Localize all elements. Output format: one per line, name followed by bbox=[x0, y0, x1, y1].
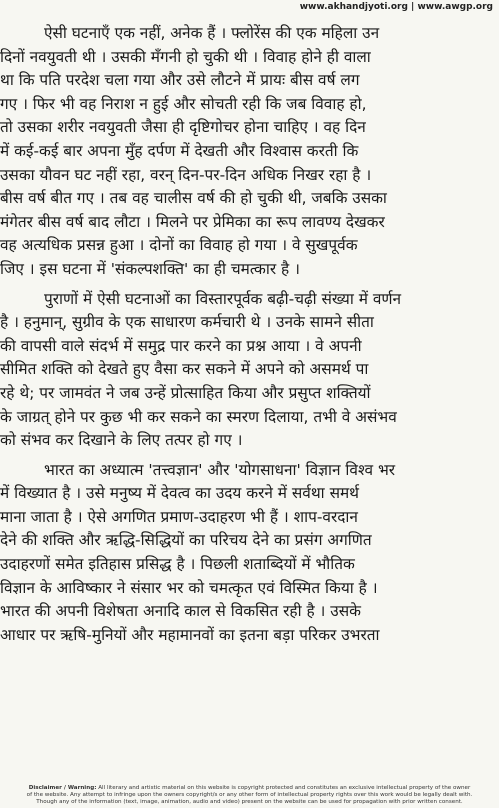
page-body bbox=[0, 22, 493, 770]
text-line: को संभव कर दिखाने के लिए तत्पर हो गए । bbox=[0, 431, 243, 450]
text-line: भारत की अपनी विशेषता अनादि काल से विकसित रही है । उसके bbox=[0, 602, 361, 621]
paragraph-1 bbox=[0, 22, 493, 282]
site-header bbox=[0, 0, 499, 14]
text-line: माना जाता है । ऐसे अगणित प्रमाण-उदाहरण भी हैं । शाप-वरदान bbox=[0, 507, 358, 526]
site-links[interactable]: www.akhandjyoti.org | www.awgp.org bbox=[299, 2, 493, 12]
text-line: देने की शक्ति और ऋद्धि-सिद्धियों का परिचय देने का प्रसंग अगणित bbox=[0, 531, 372, 550]
text-line: में कई-कई बार अपना मुँह दर्पण में देखती और विश्वास करती कि bbox=[0, 141, 359, 160]
text-line: विज्ञान के आविष्कार ने संसार भर को चमत्कृत एवं विस्मित किया है । bbox=[0, 578, 378, 597]
disclaimer-line: of the website. Any attempt to infringe upon the owners copyright/s or any other form of intellectual property rights over this work would be legally dealt with. bbox=[26, 792, 473, 798]
text-line: ऐसी घटनाएँ एक नहीं, अनेक हैं । फ्लोरेंस की एक महिला उन bbox=[44, 24, 380, 42]
text-line: में विख्यात है । उसे मनुष्य में देवत्व का उदय करने में सर्वथा समर्थ bbox=[0, 484, 360, 503]
text-line: उदाहरणों समेत इतिहास प्रसिद्ध है । पिछली शताब्दियों में भौतिक bbox=[0, 555, 355, 574]
text-line: जिए । इस घटना में 'संकल्पशक्ति' का ही चमत्कार है । bbox=[0, 259, 300, 278]
text-line: सीमित शक्ति को देखते हुए वैसा कर सकने में अपने को असमर्थ पा bbox=[0, 360, 369, 379]
text-line: के जाग्रत् होने पर कुछ भी कर सकने का स्मरण दिलाया, तभी वे असंभव bbox=[0, 407, 397, 426]
text-line: भारत का अध्यात्म 'तत्त्वज्ञान' और 'योगसाधना' विज्ञान विश्व भर bbox=[44, 460, 396, 479]
text-line: था कि पति परदेश चला गया और उसे लौटने में प्रायः बीस वर्ष लग bbox=[0, 71, 360, 90]
text-line: है । हनुमान्, सुग्रीव के एक साधारण कर्मचारी थे । उनके सामने सीता bbox=[0, 313, 374, 332]
text-line: पुराणों में ऐसी घटनाओं का विस्तारपूर्वक बढ़ी-चढ़ी संख्या में वर्णन bbox=[44, 289, 402, 308]
text-line: उसका यौवन घट नहीं रहा, वरन् दिन-पर-दिन अधिक निखर रहा है । bbox=[0, 165, 372, 184]
text-line: गए । फिर भी वह निराश न हुई और सोचती रही कि जब विवाह हो, bbox=[0, 94, 367, 113]
text-line: बीस वर्ष बीत गए । तब वह चालीस वर्ष की हो चुकी थी, जबकि उसका bbox=[0, 189, 387, 208]
disclaimer-line: All literary and artistic material on this website is copyright protected and constitutes an exclusive intellectual property of the owner bbox=[98, 785, 471, 791]
text-line: मंगेतर बीस वर्ष बाद लौटा । मिलने पर प्रेमिका का रूप लावण्य देखकर bbox=[0, 212, 385, 231]
text-line: दिनों नवयुवती थी । उसकी मँगनी हो चुकी थी । विवाह होने ही वाला bbox=[0, 47, 371, 66]
paragraph-3 bbox=[0, 459, 493, 648]
text-line: तो उसका शरीर नवयुवती जैसा ही दृष्टिगोचर होना चाहिए । वह दिन bbox=[0, 118, 366, 137]
disclaimer-label: Disclaimer / Warning: bbox=[28, 785, 97, 791]
text-line: आधार पर ऋषि-मुनियों और महामानवों का इतना बड़ा परिकर उभरता bbox=[0, 625, 380, 644]
text-line: रहे थे; पर जामवंत ने जब उन्हें प्रोत्साहित किया और प्रसुप्त शक्तियों bbox=[0, 383, 371, 402]
text-line: की वापसी वाले संदर्भ में समुद्र पार करने का प्रश्न आया । वे अपनी bbox=[0, 336, 362, 355]
paragraph-2 bbox=[0, 288, 493, 453]
disclaimer-line: Though any of the information (text, image, animation, audio and video) present on the website can be used for propagation with prior written consent. bbox=[36, 799, 463, 805]
disclaimer-footer bbox=[4, 785, 495, 806]
text-line: वह अत्यधिक प्रसन्न हुआ । दोनों का विवाह हो गया । वे सुखपूर्वक bbox=[0, 236, 358, 255]
